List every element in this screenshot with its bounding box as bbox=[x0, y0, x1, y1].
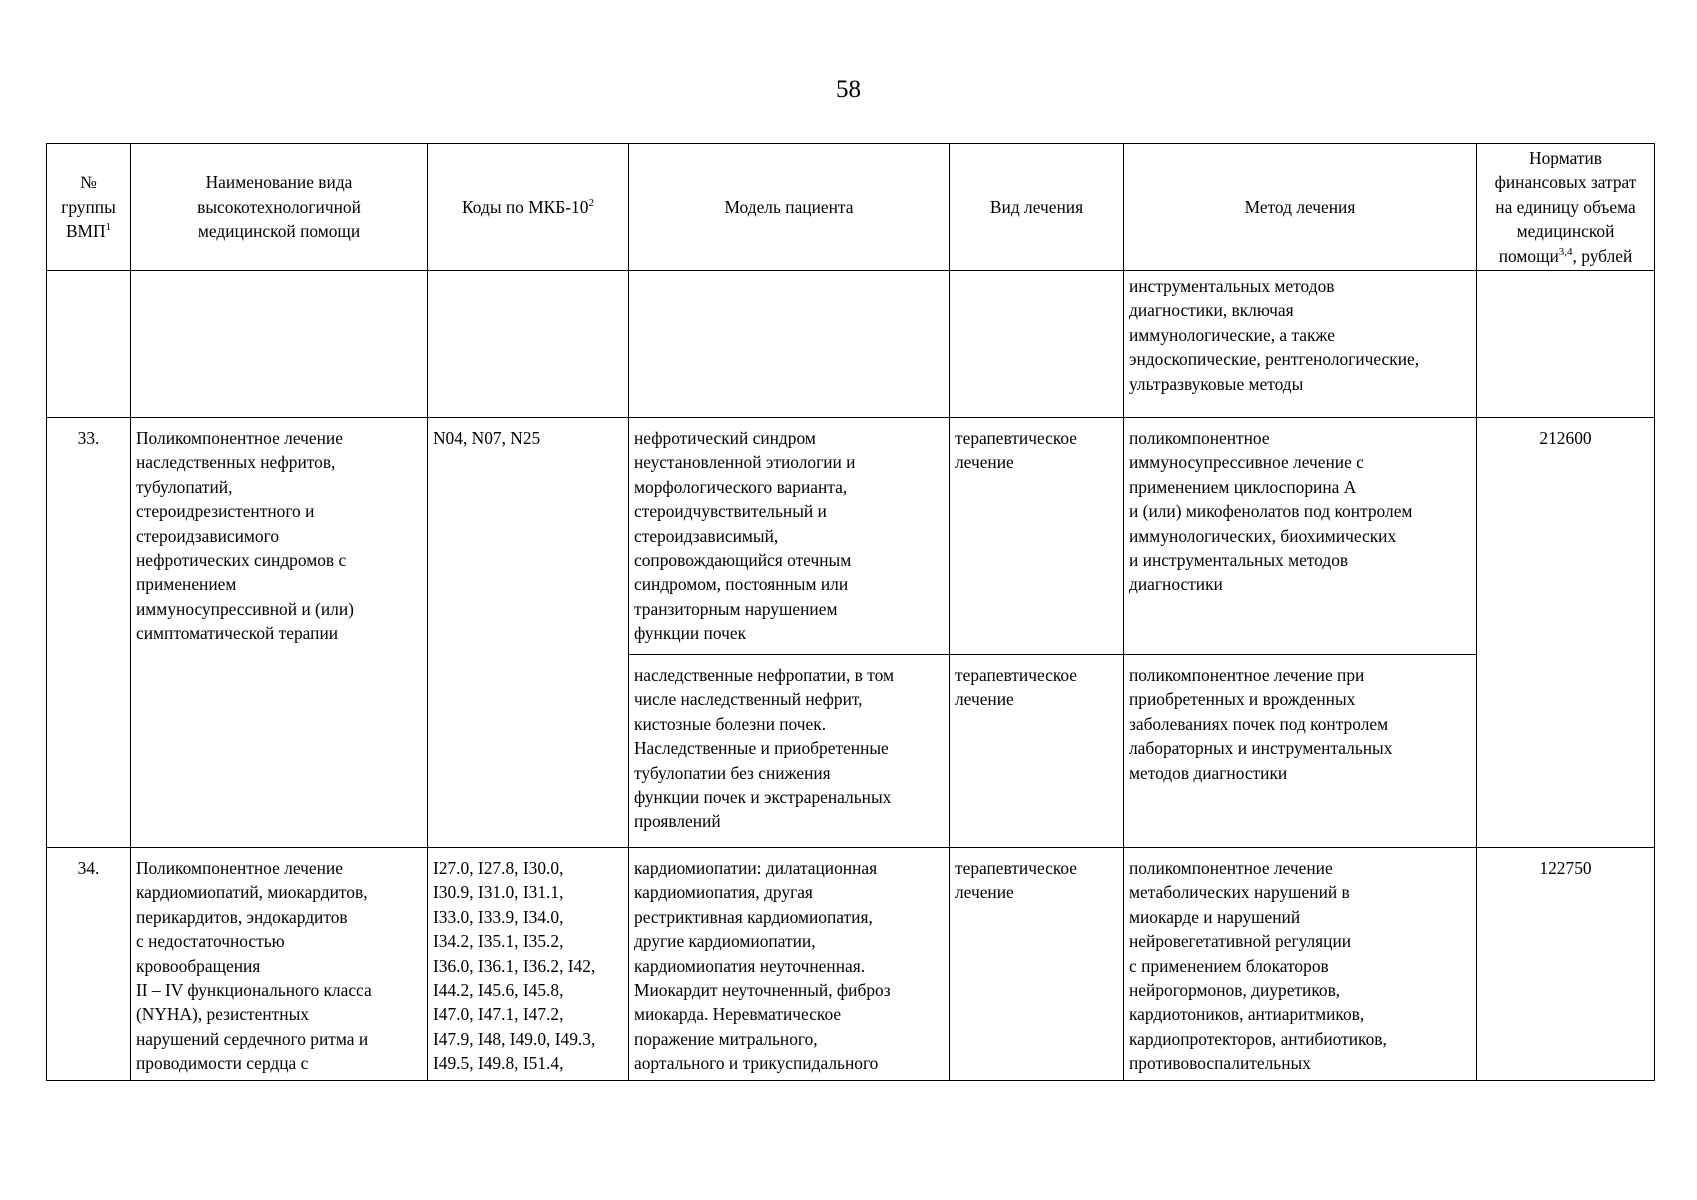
text-line: поликомпонентное лечение при bbox=[1129, 665, 1365, 686]
text-line: иммунологических, биохимических bbox=[1129, 525, 1397, 546]
text-line: лечение bbox=[955, 452, 1014, 473]
text-line: кардиомиопатия неуточненная. bbox=[634, 955, 866, 976]
cell-name bbox=[131, 848, 428, 1081]
text-line: I49.5, I49.8, I51.4, bbox=[433, 1053, 564, 1074]
header-name bbox=[131, 144, 428, 271]
text-line: I34.2, I35.1, I35.2, bbox=[433, 931, 564, 952]
text-line: миокарда. Неревматическое bbox=[634, 1004, 842, 1025]
text-line: стероидрезистентного и bbox=[136, 501, 315, 522]
text-line: метаболических нарушений в bbox=[1129, 882, 1350, 903]
cell-treatment-type bbox=[950, 418, 1124, 655]
text-line: I30.9, I31.0, I31.1, bbox=[433, 882, 564, 903]
cell-method bbox=[1124, 418, 1477, 655]
header-codes: Коды по МКБ-$10^2$ bbox=[428, 144, 629, 271]
text-line: функции почек и экстраренальных bbox=[634, 787, 892, 808]
cell-empty bbox=[428, 271, 629, 418]
header-cost: Норматив финансовых затрат на единицу объема медицинской помощи$^{3,4}$, рублей bbox=[1477, 144, 1655, 271]
text-line: перикардитов, эндокардитов bbox=[136, 906, 348, 927]
cell-method bbox=[1124, 655, 1477, 848]
table-row-33 bbox=[47, 418, 1655, 655]
text-line: синдромом, постоянным или bbox=[634, 574, 849, 595]
text-line: кардиомиопатии: дилатационная bbox=[634, 858, 878, 879]
text-line: нарушений сердечного ритма и bbox=[136, 1028, 369, 1049]
text-line: I44.2, I45.6, I45.8, bbox=[433, 980, 564, 1001]
text-line: кардиомиопатий, миокардитов, bbox=[136, 882, 368, 903]
text-line: II – IV функционального класса bbox=[136, 980, 372, 1001]
cell-cost: 122750 bbox=[1477, 848, 1655, 1081]
cell-group-no: 33. bbox=[47, 418, 131, 848]
page-number: 58 bbox=[836, 76, 861, 103]
text-line: лечение bbox=[955, 882, 1014, 903]
text-line: поражение митрального, bbox=[634, 1028, 818, 1049]
table-row-34 bbox=[47, 848, 1655, 1081]
text-line: Поликомпонентное лечение bbox=[136, 858, 343, 879]
text-line: другие кардиомиопатии, bbox=[634, 931, 816, 952]
text-line: нефротических синдромов с bbox=[136, 550, 347, 571]
text-line: эндоскопические, рентгенологические, bbox=[1129, 349, 1420, 370]
header-row bbox=[47, 144, 1655, 271]
header-treatment-method: Метод лечения bbox=[1124, 144, 1477, 271]
text-line: кардиопротекторов, антибиотиков, bbox=[1129, 1028, 1387, 1049]
text-line: сопровождающийся отечным bbox=[634, 550, 852, 571]
header-patient-model: Модель пациента bbox=[629, 144, 950, 271]
cell-group-no: 34. bbox=[47, 848, 131, 1081]
text-line: проявлений bbox=[634, 811, 721, 832]
text-line: и (или) микофенолатов под контролем bbox=[1129, 501, 1413, 522]
text-line: лечение bbox=[955, 689, 1014, 710]
text-line: и инструментальных методов bbox=[1129, 550, 1349, 571]
header-group-no bbox=[47, 144, 131, 271]
text-line: терапевтическое bbox=[955, 665, 1078, 686]
text-line: числе наследственный нефрит, bbox=[634, 689, 863, 710]
text-line: тубулопатии без снижения bbox=[634, 762, 831, 783]
cell-empty bbox=[1477, 271, 1655, 418]
cell-patient-model bbox=[629, 418, 950, 655]
text-line: неустановленной этиологии и bbox=[634, 452, 856, 473]
text-line: кардиомиопатия, другая bbox=[634, 882, 813, 903]
cell-empty bbox=[950, 271, 1124, 418]
cell-name bbox=[131, 418, 428, 848]
text-line: диагностики, включая bbox=[1129, 300, 1294, 321]
text-line: Норматив bbox=[1529, 148, 1602, 168]
text-line: заболеваниях почек под контролем bbox=[1129, 713, 1389, 734]
text-line: методов диагностики bbox=[1129, 762, 1288, 783]
text-line: терапевтическое bbox=[955, 428, 1078, 449]
cell-empty bbox=[131, 271, 428, 418]
text-line: функции почек bbox=[634, 623, 747, 644]
text-line: симптоматической терапии bbox=[136, 623, 339, 644]
text-line: на единицу объема bbox=[1495, 196, 1636, 217]
text-line: нефротический синдром bbox=[634, 428, 816, 449]
text-line: тубулопатий, bbox=[136, 476, 233, 497]
text-line: стероидзависимый, bbox=[634, 525, 779, 546]
text-line: ВМП$^1$ bbox=[65, 221, 112, 242]
text-line: диагностики bbox=[1129, 574, 1223, 595]
text-line: кардиотоников, антиаритмиков, bbox=[1129, 1004, 1365, 1025]
text-line: нейровегетативной регуляции bbox=[1129, 931, 1352, 952]
text-line: применением bbox=[136, 574, 237, 595]
vmp-table bbox=[46, 143, 1655, 1081]
text-line: поликомпонентное лечение bbox=[1129, 858, 1333, 879]
cell-empty bbox=[47, 271, 131, 418]
text-line: применением циклоспорина А bbox=[1129, 476, 1357, 497]
text-line: морфологического варианта, bbox=[634, 476, 848, 497]
text-line: приобретенных и врожденных bbox=[1129, 689, 1356, 710]
text-line: с применением блокаторов bbox=[1129, 955, 1329, 976]
cell-patient-model bbox=[629, 655, 950, 848]
text-line: группы bbox=[61, 196, 116, 217]
text-line: кистозные болезни почек. bbox=[634, 713, 827, 734]
text-line: Миокардит неуточненный, фиброз bbox=[634, 980, 891, 1001]
text-line: высокотехнологичной bbox=[197, 196, 361, 217]
cell-treatment-type bbox=[950, 655, 1124, 848]
footnote-mark: 1 bbox=[105, 221, 112, 234]
text-line: № bbox=[80, 172, 97, 193]
text-line: проводимости сердца с bbox=[136, 1053, 309, 1074]
text-line: поликомпонентное bbox=[1129, 428, 1270, 449]
text-line: с недостаточностью bbox=[136, 931, 285, 952]
text-line: Поликомпонентное лечение bbox=[136, 428, 343, 449]
text-line: финансовых затрат bbox=[1494, 172, 1637, 193]
text-line: кровообращения bbox=[136, 955, 261, 976]
cell-empty bbox=[629, 271, 950, 418]
text-line: иммунологические, а также bbox=[1129, 324, 1335, 345]
cell-codes: N04, N07, N25 bbox=[428, 418, 629, 848]
text-line: Наименование вида bbox=[205, 172, 353, 193]
text-line: иммуносупрессивной и (или) bbox=[136, 598, 354, 619]
text-line: стероидзависимого bbox=[136, 525, 280, 546]
text-line: иммуносупрессивное лечение с bbox=[1129, 452, 1364, 473]
text-line: наследственные нефропатии, в том bbox=[634, 665, 894, 686]
text-line: рестриктивная кардиомиопатия, bbox=[634, 906, 873, 927]
cell-treatment-type bbox=[950, 848, 1124, 1081]
text-line: миокарде и нарушений bbox=[1129, 906, 1301, 927]
cell-cost: 212600 bbox=[1477, 418, 1655, 848]
text-line: I33.0, I33.9, I34.0, bbox=[433, 906, 564, 927]
text-line: I36.0, I36.1, I36.2, I42, bbox=[433, 955, 596, 976]
text-line: стероидчувствительный и bbox=[634, 501, 827, 522]
text-line: наследственных нефритов, bbox=[136, 452, 336, 473]
text-line: I47.0, I47.1, I47.2, bbox=[433, 1004, 564, 1025]
text-line: ультразвуковые методы bbox=[1129, 373, 1304, 394]
text-line: нейрогормонов, диуретиков, bbox=[1129, 980, 1341, 1001]
cell-patient-model bbox=[629, 848, 950, 1081]
text-line: медицинской bbox=[1516, 221, 1615, 242]
text-line: (NYHA), резистентных bbox=[136, 1004, 309, 1025]
text-line: аортального и трикуспидального bbox=[634, 1053, 879, 1074]
header-treatment-type: Вид лечения bbox=[950, 144, 1124, 271]
text-line: терапевтическое bbox=[955, 858, 1078, 879]
text-line: инструментальных методов bbox=[1129, 276, 1335, 297]
text-line: транзиторным нарушением bbox=[634, 598, 838, 619]
text-line: противовоспалительных bbox=[1129, 1053, 1311, 1074]
text-line: I47.9, I48, I49.0, I49.3, bbox=[433, 1028, 596, 1049]
table-row-continuation bbox=[47, 271, 1655, 418]
text-line: I27.0, I27.8, I30.0, bbox=[433, 858, 564, 879]
cell-codes bbox=[428, 848, 629, 1081]
text-line: Наследственные и приобретенные bbox=[634, 738, 889, 759]
text-line: медицинской помощи bbox=[197, 221, 361, 242]
cell-method bbox=[1124, 271, 1477, 418]
cell-method bbox=[1124, 848, 1477, 1081]
text-line: лабораторных и инструментальных bbox=[1129, 738, 1393, 759]
